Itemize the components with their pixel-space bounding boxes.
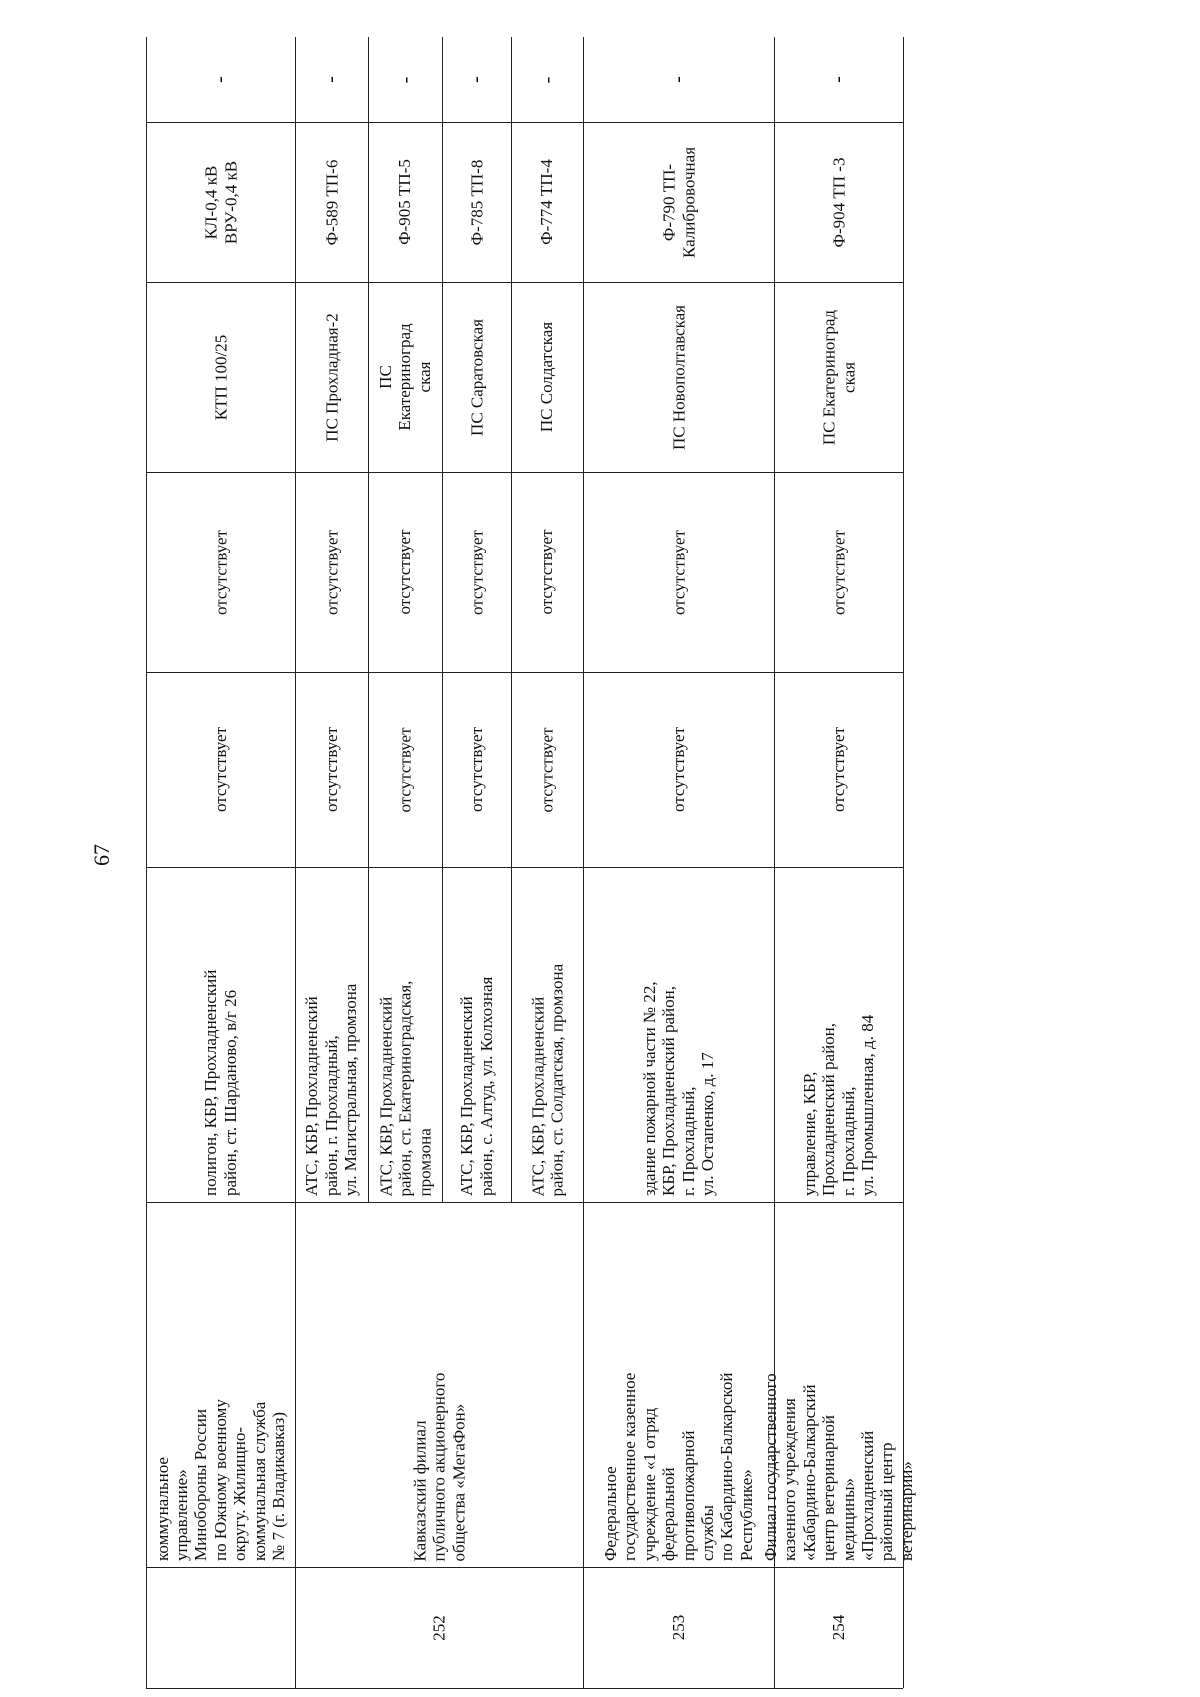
feeder-cell-text: Ф-904 ТП -3 [828, 157, 848, 247]
feeder-cell [583, 122, 774, 282]
table-rule-vertical [442, 37, 443, 1202]
table-rule-vertical [368, 37, 369, 1202]
substation-cell-text: ПС Прохладная-2 [321, 312, 341, 442]
table-rule-horizontal [146, 472, 903, 473]
feeder-cell [511, 122, 583, 282]
table-rule-horizontal [146, 1567, 903, 1568]
substation-cell [583, 282, 774, 472]
status-cell-text: отсутствует [210, 529, 230, 615]
table-rule-vertical [295, 37, 296, 1688]
dash-cell-text: - [209, 76, 232, 83]
dash-cell [146, 37, 295, 122]
substation-cell [511, 282, 583, 472]
status-cell [774, 472, 903, 672]
status-cell-text: отсутствует [828, 529, 848, 615]
row-number-cell-text: 252 [429, 1614, 449, 1641]
dash-cell [583, 37, 774, 122]
substation-cell-text: ПС Екатериноград ская [375, 323, 434, 431]
dash-cell-text: - [535, 76, 558, 83]
page-number: 67 [89, 844, 114, 866]
status-cell-text: отсутствует [537, 726, 557, 813]
object-address-cell [146, 867, 295, 1202]
substation-cell-text: ПС Екатериноград ская [819, 309, 858, 445]
row-number-cell [583, 1567, 774, 1688]
status-cell [368, 672, 442, 867]
feeder-cell-text: Ф-905 ТП-5 [395, 159, 415, 245]
dash-cell [368, 37, 442, 122]
object-address-cell-text: полигон, КБР, Прохладненский район, ст. Шарданово, в/г 26 [201, 969, 240, 1196]
status-cell [295, 472, 368, 672]
feeder-cell-text: Ф-774 ТП-4 [537, 159, 557, 245]
object-address-cell [583, 867, 774, 1202]
data-table [146, 37, 1049, 1688]
status-cell [442, 472, 511, 672]
object-address-cell-text: АТС, КБР, Прохладненский район, г. Прохладный, ул. Магистральная, промзона [302, 983, 361, 1196]
table-rule-horizontal [146, 1202, 903, 1203]
status-cell-text: отсутствует [537, 529, 557, 615]
status-cell-text: отсутствует [466, 529, 486, 615]
substation-cell [442, 282, 511, 472]
row-number-cell-text: 254 [828, 1614, 848, 1641]
status-cell-text: отсутствует [395, 529, 415, 615]
row-number-cell [774, 1567, 903, 1688]
status-cell [511, 672, 583, 867]
status-cell-text: отсутствует [210, 726, 230, 813]
dash-cell-text: - [465, 76, 488, 83]
feeder-cell-text: КЛ-0,4 кВ ВРУ-0,4 кВ [201, 160, 240, 244]
status-cell-text: отсутствует [321, 726, 341, 813]
status-cell-text: отсутствует [395, 726, 415, 813]
status-cell [146, 472, 295, 672]
substation-cell [295, 282, 368, 472]
status-cell [774, 672, 903, 867]
table-rule-vertical [511, 37, 512, 1202]
substation-cell-text: ПС Саратовская [466, 318, 486, 436]
status-cell-text: отсутствует [466, 726, 486, 813]
feeder-cell [295, 122, 368, 282]
dash-cell [442, 37, 511, 122]
dash-cell-text: - [393, 76, 416, 83]
substation-cell [368, 282, 442, 472]
dash-cell-text: - [827, 76, 850, 83]
organization-cell [761, 1202, 916, 1567]
table-rule-vertical [903, 37, 904, 1688]
status-cell [295, 672, 368, 867]
feeder-cell [368, 122, 442, 282]
status-cell-text: отсутствует [321, 529, 341, 615]
dash-cell [511, 37, 583, 122]
substation-cell-text: ПС Солдатская [537, 321, 557, 433]
feeder-cell-text: Ф-589 ТП-6 [321, 159, 341, 245]
feeder-cell [774, 122, 903, 282]
object-address-cell [774, 867, 903, 1202]
substation-cell [146, 282, 295, 472]
table-rule-vertical [774, 37, 775, 1688]
table-rule-vertical [583, 37, 584, 1688]
status-cell [583, 672, 774, 867]
status-cell-text: отсутствует [668, 726, 688, 813]
object-address-cell [442, 867, 511, 1202]
object-address-cell-text: АТС, КБР, Прохладненский район, с. Алтуд, ул. Колхозная [457, 976, 496, 1196]
status-cell-text: отсутствует [828, 726, 848, 813]
object-address-cell-text: управление, КБР, Прохладненский район, г. Прохладный, ул. Промышленная, д. 84 [799, 1014, 877, 1196]
table-rule-horizontal [146, 867, 903, 868]
status-cell [442, 672, 511, 867]
dash-cell-text: - [320, 76, 343, 83]
organization-cell [146, 1202, 295, 1567]
status-cell-text: отсутствует [668, 529, 688, 615]
feeder-cell-text: Ф-785 ТП-8 [466, 159, 486, 245]
table-rule-horizontal [146, 672, 903, 673]
dash-cell-text: - [667, 76, 690, 83]
row-number-cell-text: 253 [668, 1614, 688, 1641]
feeder-cell [442, 122, 511, 282]
substation-cell-text: ПС Новополтавская [668, 304, 688, 450]
dash-cell [774, 37, 903, 122]
status-cell [146, 672, 295, 867]
object-address-cell [368, 867, 442, 1202]
table-rule-vertical [146, 37, 147, 1688]
status-cell [368, 472, 442, 672]
status-cell [583, 472, 774, 672]
object-address-cell [511, 867, 583, 1202]
organization-cell-text: Кавказский филиал публичного акционерного общества «МегаФон» [409, 1372, 468, 1561]
table-rule-horizontal [146, 122, 903, 123]
object-address-cell-text: здание пожарной части № 22, КБР, Прохладненский район, г. Прохладный, ул. Остапенко, д. 17 [639, 981, 717, 1196]
feeder-cell-text: Ф-790 ТП- Калибровочная [659, 146, 698, 258]
row-number-cell [146, 1567, 295, 1688]
table-rule-horizontal [146, 282, 903, 283]
dash-cell [295, 37, 368, 122]
row-number-cell [295, 1567, 583, 1688]
object-address-cell [295, 867, 368, 1202]
organization-cell-text: Филиал государственного казенного учреждения «Кабардино-Балкарский центр ветеринарной медицины» «Прохладненский районный центр ветеринарии» [761, 1373, 916, 1561]
organization-cell [583, 1202, 774, 1567]
status-cell [511, 472, 583, 672]
object-address-cell-text: АТС, КБР, Прохладненский район, ст. Екатериноградская, промзона [375, 980, 434, 1196]
feeder-cell [146, 122, 295, 282]
organization-cell-text: коммунальное управление» Минобороны России по Южному военному округу. Жилищно- коммунальная служба № 7 (г. Владикавказ) [152, 1399, 288, 1561]
table-rule-horizontal [146, 1688, 903, 1689]
organization-cell [295, 1202, 583, 1567]
organization-cell-text: Федеральное государственное казенное учреждение «1 отряд федеральной противопожарной службы по Кабардино-Балкарской Республике» [601, 1372, 756, 1561]
object-address-cell-text: АТС, КБР, Прохладненский район, ст. Солдатская, промзона [527, 963, 566, 1196]
substation-cell [774, 282, 903, 472]
substation-cell-text: КТП 100/25 [210, 334, 230, 420]
